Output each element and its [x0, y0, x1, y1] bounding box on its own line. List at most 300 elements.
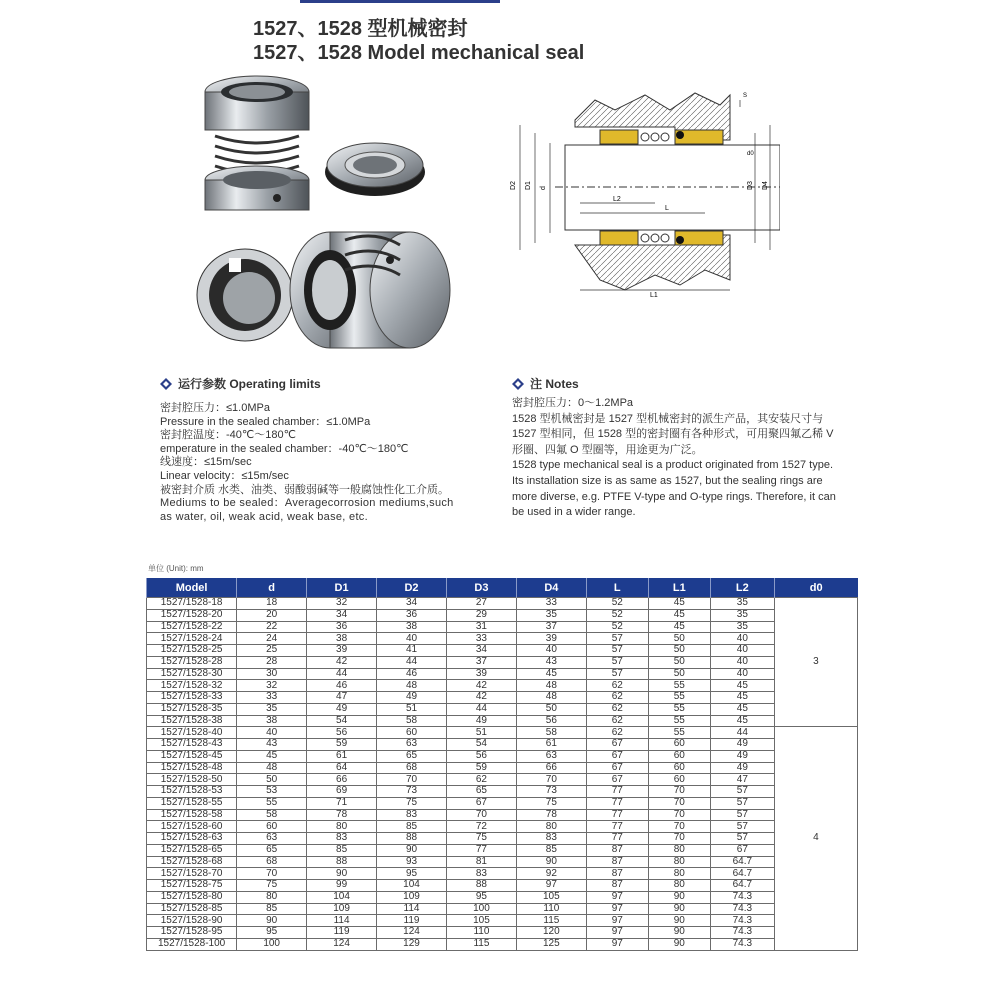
- table-cell: 1527/1528-68: [147, 856, 237, 868]
- col-header: Model: [147, 578, 237, 598]
- table-cell: 105: [516, 891, 586, 903]
- table-cell: 67: [586, 774, 648, 786]
- table-cell: 55: [648, 692, 710, 704]
- col-header: D1: [307, 578, 377, 598]
- table-cell: 38: [377, 621, 447, 633]
- note-line: 1528 type mechanical seal is a product originated from 1527 type. Its installation size is as same as 1527, but the sealing rings are more diverse, e.g. PTFE V-type and O-type rings. Therefore, it can be used in a wider range.: [512, 459, 836, 519]
- table-cell: 50: [648, 656, 710, 668]
- limit-line: emperature in the sealed chamber：-40℃～180℃: [160, 442, 409, 455]
- table-cell: 49: [446, 715, 516, 727]
- table-cell: 62: [586, 680, 648, 692]
- table-cell: 40: [710, 645, 774, 657]
- table-cell: 109: [307, 903, 377, 915]
- table-cell: 37: [516, 621, 586, 633]
- table-row: [147, 797, 858, 809]
- table-cell: 81: [446, 856, 516, 868]
- table-cell: 92: [516, 868, 586, 880]
- label-L2: L2: [613, 196, 621, 203]
- table-cell: 48: [377, 680, 447, 692]
- table-cell: 119: [307, 927, 377, 939]
- table-cell: 45: [710, 703, 774, 715]
- table-cell: 87: [586, 844, 648, 856]
- col-header: D4: [516, 578, 586, 598]
- table-cell: 70: [377, 774, 447, 786]
- table-cell: 31: [446, 621, 516, 633]
- table-cell: 45: [648, 598, 710, 610]
- table-cell: 28: [237, 656, 307, 668]
- table-cell: 78: [516, 809, 586, 821]
- operating-limits-text: [160, 402, 460, 524]
- header-rule: [300, 0, 500, 3]
- table-cell: 87: [586, 856, 648, 868]
- table-cell: 45: [710, 715, 774, 727]
- table-cell: 57: [586, 633, 648, 645]
- table-row: [147, 621, 858, 633]
- table-cell: 44: [377, 656, 447, 668]
- table-cell: 72: [446, 821, 516, 833]
- label-D2: D2: [510, 181, 517, 190]
- table-cell: 45: [237, 750, 307, 762]
- label-D4: D4: [762, 181, 769, 190]
- table-cell: 83: [377, 809, 447, 821]
- table-cell: 99: [307, 880, 377, 892]
- table-cell: 18: [237, 598, 307, 610]
- table-row: [147, 598, 858, 610]
- table-cell: 57: [710, 797, 774, 809]
- table-cell: 1527/1528-25: [147, 645, 237, 657]
- table-cell: 67: [710, 844, 774, 856]
- table-cell: 45: [648, 621, 710, 633]
- table-cell: 90: [377, 844, 447, 856]
- table-cell: 85: [237, 903, 307, 915]
- table-cell: 63: [516, 750, 586, 762]
- table-row: [147, 821, 858, 833]
- table-cell: 52: [586, 598, 648, 610]
- table-cell: 1527/1528-30: [147, 668, 237, 680]
- table-cell: 62: [446, 774, 516, 786]
- table-cell: 115: [446, 938, 516, 950]
- table-cell: 50: [516, 703, 586, 715]
- table-cell: 97: [586, 891, 648, 903]
- table-cell: 32: [237, 680, 307, 692]
- table-cell: 40: [377, 633, 447, 645]
- table-cell: 40: [710, 668, 774, 680]
- table-cell: 100: [237, 938, 307, 950]
- table-cell: 59: [446, 762, 516, 774]
- table-cell: 48: [516, 680, 586, 692]
- table-row: [147, 633, 858, 645]
- table-cell: 25: [237, 645, 307, 657]
- table-cell: 1527/1528-22: [147, 621, 237, 633]
- table-cell: 60: [648, 774, 710, 786]
- table-cell: 75: [446, 833, 516, 845]
- table-cell: 68: [377, 762, 447, 774]
- table-cell: 66: [516, 762, 586, 774]
- table-cell: 53: [237, 786, 307, 798]
- table-cell: 77: [586, 833, 648, 845]
- table-cell: 75: [516, 797, 586, 809]
- table-cell: 60: [648, 750, 710, 762]
- table-cell: 105: [446, 915, 516, 927]
- col-header: L2: [710, 578, 774, 598]
- table-cell: 40: [237, 727, 307, 739]
- table-cell: 32: [307, 598, 377, 610]
- table-cell: 34: [307, 609, 377, 621]
- table-row: [147, 656, 858, 668]
- table-cell: 45: [648, 609, 710, 621]
- table-cell: 97: [586, 927, 648, 939]
- table-cell: 39: [446, 668, 516, 680]
- table-cell: 45: [710, 692, 774, 704]
- col-header: L1: [648, 578, 710, 598]
- table-cell: 52: [586, 609, 648, 621]
- table-cell: 1527/1528-53: [147, 786, 237, 798]
- table-cell: 95: [377, 868, 447, 880]
- table-cell: 90: [648, 891, 710, 903]
- table-cell: 77: [446, 844, 516, 856]
- table-cell: 27: [446, 598, 516, 610]
- table-cell: 51: [446, 727, 516, 739]
- table-row: [147, 692, 858, 704]
- table-cell: 88: [446, 880, 516, 892]
- table-cell: 104: [377, 880, 447, 892]
- table-cell: 35: [516, 609, 586, 621]
- table-cell: 70: [648, 821, 710, 833]
- table-cell: 36: [377, 609, 447, 621]
- operating-limits-heading-text: 运行参数 Operating limits: [178, 377, 321, 391]
- table-cell: 48: [237, 762, 307, 774]
- table-cell: 80: [237, 891, 307, 903]
- table-cell: 74.3: [710, 903, 774, 915]
- table-cell: 97: [586, 903, 648, 915]
- table-cell: 34: [377, 598, 447, 610]
- table-cell: 44: [307, 668, 377, 680]
- table-cell: 57: [710, 821, 774, 833]
- table-row: [147, 809, 858, 821]
- page-title-en: 1527、1528 Model mechanical seal: [253, 42, 585, 64]
- page-title-zh: 1527、1528 型机械密封: [253, 18, 468, 40]
- table-cell: 77: [586, 821, 648, 833]
- table-cell: 100: [446, 903, 516, 915]
- label-L1: L1: [650, 292, 658, 299]
- table-cell: 43: [516, 656, 586, 668]
- d0-group-cell: 4: [774, 727, 857, 950]
- table-cell: 1527/1528-95: [147, 927, 237, 939]
- table-cell: 54: [307, 715, 377, 727]
- table-cell: 1527/1528-35: [147, 703, 237, 715]
- table-row: [147, 762, 858, 774]
- table-cell: 59: [307, 739, 377, 751]
- table-cell: 1527/1528-24: [147, 633, 237, 645]
- table-row: [147, 774, 858, 786]
- table-cell: 90: [648, 915, 710, 927]
- table-cell: 49: [710, 750, 774, 762]
- table-cell: 45: [516, 668, 586, 680]
- table-cell: 70: [516, 774, 586, 786]
- table-cell: 74.3: [710, 927, 774, 939]
- table-cell: 29: [446, 609, 516, 621]
- table-cell: 70: [648, 797, 710, 809]
- table-cell: 1527/1528-48: [147, 762, 237, 774]
- spec-table-body: [147, 598, 858, 951]
- col-header: L: [586, 578, 648, 598]
- table-cell: 75: [377, 797, 447, 809]
- table-cell: 90: [648, 938, 710, 950]
- table-cell: 69: [307, 786, 377, 798]
- table-cell: 1527/1528-43: [147, 739, 237, 751]
- table-cell: 60: [377, 727, 447, 739]
- table-cell: 49: [710, 739, 774, 751]
- table-row: [147, 927, 858, 939]
- table-cell: 73: [377, 786, 447, 798]
- table-row: [147, 833, 858, 845]
- table-cell: 1527/1528-20: [147, 609, 237, 621]
- table-cell: 33: [446, 633, 516, 645]
- table-cell: 1527/1528-85: [147, 903, 237, 915]
- table-cell: 1527/1528-75: [147, 880, 237, 892]
- table-cell: 24: [237, 633, 307, 645]
- col-header: d: [237, 578, 307, 598]
- table-cell: 78: [307, 809, 377, 821]
- table-cell: 1527/1528-28: [147, 656, 237, 668]
- table-cell: 67: [586, 762, 648, 774]
- table-cell: 67: [586, 750, 648, 762]
- table-cell: 61: [516, 739, 586, 751]
- label-d: d: [540, 186, 547, 190]
- table-cell: 62: [586, 703, 648, 715]
- table-cell: 110: [516, 903, 586, 915]
- table-cell: 44: [710, 727, 774, 739]
- table-row: [147, 938, 858, 950]
- table-cell: 57: [710, 809, 774, 821]
- col-header: D2: [377, 578, 447, 598]
- table-cell: 55: [648, 703, 710, 715]
- table-cell: 63: [237, 833, 307, 845]
- label-D3: D3: [747, 181, 754, 190]
- table-cell: 41: [377, 645, 447, 657]
- table-cell: 70: [648, 786, 710, 798]
- table-row: [147, 609, 858, 621]
- table-cell: 55: [648, 715, 710, 727]
- limit-line: Linear velocity：≤15m/sec: [160, 469, 289, 482]
- table-cell: 57: [586, 645, 648, 657]
- table-cell: 35: [237, 703, 307, 715]
- table-cell: 57: [710, 833, 774, 845]
- table-cell: 65: [237, 844, 307, 856]
- table-cell: 83: [446, 868, 516, 880]
- table-row: [147, 903, 858, 915]
- table-cell: 33: [516, 598, 586, 610]
- table-cell: 124: [307, 938, 377, 950]
- table-cell: 33: [237, 692, 307, 704]
- table-cell: 74.3: [710, 938, 774, 950]
- table-cell: 47: [710, 774, 774, 786]
- table-cell: 97: [516, 880, 586, 892]
- table-cell: 1527/1528-45: [147, 750, 237, 762]
- table-cell: 55: [237, 797, 307, 809]
- table-row: [147, 739, 858, 751]
- table-cell: 1527/1528-55: [147, 797, 237, 809]
- table-cell: 80: [648, 868, 710, 880]
- table-cell: 57: [586, 668, 648, 680]
- table-cell: 50: [648, 645, 710, 657]
- table-cell: 42: [446, 692, 516, 704]
- table-cell: 90: [516, 856, 586, 868]
- table-cell: 42: [446, 680, 516, 692]
- table-cell: 1527/1528-60: [147, 821, 237, 833]
- table-cell: 1527/1528-38: [147, 715, 237, 727]
- table-cell: 51: [377, 703, 447, 715]
- table-cell: 35: [710, 609, 774, 621]
- note-line: 密封腔压力：0～1.2MPa: [512, 397, 634, 409]
- table-cell: 97: [586, 915, 648, 927]
- limit-line: 线速度：≤15m/sec: [160, 456, 252, 469]
- table-cell: 67: [446, 797, 516, 809]
- diamond-bullet-icon: [512, 378, 524, 390]
- table-row: [147, 645, 858, 657]
- table-cell: 35: [710, 621, 774, 633]
- table-cell: 1527/1528-90: [147, 915, 237, 927]
- table-cell: 87: [586, 868, 648, 880]
- table-cell: 22: [237, 621, 307, 633]
- table-cell: 55: [648, 727, 710, 739]
- table-cell: 77: [586, 809, 648, 821]
- table-cell: 50: [648, 633, 710, 645]
- table-cell: 62: [586, 692, 648, 704]
- table-cell: 125: [516, 938, 586, 950]
- spec-table: [146, 578, 858, 951]
- table-cell: 1527/1528-63: [147, 833, 237, 845]
- table-cell: 49: [307, 703, 377, 715]
- table-cell: 97: [586, 938, 648, 950]
- table-cell: 90: [648, 903, 710, 915]
- table-cell: 60: [237, 821, 307, 833]
- table-row: [147, 844, 858, 856]
- note-line: 1528 型机械密封是 1527 型机械密封的派生产品，其安装尺寸与 1527 型相同，但 1528 型的密封圈有各种形式，可用聚四氟乙稀 V 形圈、四氟 O 型圈等，用途更为广泛。: [512, 412, 834, 456]
- d0-group-cell: 3: [774, 598, 857, 727]
- table-cell: 50: [237, 774, 307, 786]
- notes-heading: [512, 375, 579, 392]
- table-cell: 85: [377, 821, 447, 833]
- table-cell: 45: [710, 680, 774, 692]
- col-header: D3: [446, 578, 516, 598]
- table-cell: 60: [648, 739, 710, 751]
- table-cell: 57: [586, 656, 648, 668]
- table-cell: 114: [377, 903, 447, 915]
- limit-line: 密封腔压力：≤1.0MPa: [160, 402, 270, 414]
- limit-line: 被密封介质 水类、油类、弱酸弱碱等一般腐蚀性化工介质。: [160, 483, 450, 496]
- table-cell: 114: [307, 915, 377, 927]
- seal-product-photo: [185, 70, 475, 360]
- table-cell: 80: [307, 821, 377, 833]
- table-cell: 62: [586, 727, 648, 739]
- table-cell: 85: [307, 844, 377, 856]
- table-cell: 42: [307, 656, 377, 668]
- table-cell: 1527/1528-80: [147, 891, 237, 903]
- seal-cross-section-drawing: [505, 85, 780, 310]
- table-cell: 85: [516, 844, 586, 856]
- table-cell: 1527/1528-65: [147, 844, 237, 856]
- table-cell: 95: [446, 891, 516, 903]
- table-cell: 80: [648, 844, 710, 856]
- table-cell: 1527/1528-18: [147, 598, 237, 610]
- operating-limits-heading: [160, 375, 321, 392]
- label-D1: D1: [525, 181, 532, 190]
- table-row: [147, 715, 858, 727]
- table-cell: 70: [648, 833, 710, 845]
- limit-line: Mediums to be sealed：Averagecorrosion mediums,such as water, oil, weak acid, weak base, etc.: [160, 497, 454, 523]
- table-cell: 120: [516, 927, 586, 939]
- table-cell: 1527/1528-70: [147, 868, 237, 880]
- table-cell: 46: [307, 680, 377, 692]
- table-cell: 40: [710, 633, 774, 645]
- table-cell: 65: [377, 750, 447, 762]
- table-row: [147, 880, 858, 892]
- table-cell: 80: [516, 821, 586, 833]
- notes-heading-text: 注 Notes: [530, 377, 579, 391]
- table-cell: 56: [516, 715, 586, 727]
- table-cell: 88: [377, 833, 447, 845]
- table-cell: 80: [648, 856, 710, 868]
- notes-text: [512, 396, 842, 521]
- label-d0: d0: [747, 151, 754, 157]
- table-cell: 34: [446, 645, 516, 657]
- table-cell: 38: [307, 633, 377, 645]
- limit-line: Pressure in the sealed chamber：≤1.0MPa: [160, 415, 371, 428]
- table-cell: 90: [307, 868, 377, 880]
- table-cell: 1527/1528-40: [147, 727, 237, 739]
- table-cell: 71: [307, 797, 377, 809]
- table-cell: 104: [307, 891, 377, 903]
- table-cell: 109: [377, 891, 447, 903]
- table-cell: 44: [446, 703, 516, 715]
- table-cell: 64.7: [710, 880, 774, 892]
- col-header: d0: [774, 578, 857, 598]
- table-cell: 40: [710, 656, 774, 668]
- table-cell: 88: [307, 856, 377, 868]
- table-cell: 56: [307, 727, 377, 739]
- limit-line: 密封腔温度：-40℃～180℃: [160, 429, 296, 442]
- table-row: [147, 786, 858, 798]
- table-cell: 1527/1528-33: [147, 692, 237, 704]
- table-cell: 61: [307, 750, 377, 762]
- table-cell: 110: [446, 927, 516, 939]
- table-cell: 54: [446, 739, 516, 751]
- table-cell: 49: [710, 762, 774, 774]
- table-cell: 60: [648, 762, 710, 774]
- table-cell: 1527/1528-32: [147, 680, 237, 692]
- table-cell: 119: [377, 915, 447, 927]
- table-cell: 66: [307, 774, 377, 786]
- diamond-bullet-icon: [160, 378, 172, 390]
- table-row: [147, 915, 858, 927]
- table-cell: 35: [710, 598, 774, 610]
- table-cell: 70: [648, 809, 710, 821]
- table-cell: 58: [237, 809, 307, 821]
- table-cell: 63: [377, 739, 447, 751]
- table-cell: 56: [446, 750, 516, 762]
- label-L: L: [665, 205, 669, 212]
- table-cell: 39: [307, 645, 377, 657]
- table-cell: 47: [307, 692, 377, 704]
- table-cell: 57: [710, 786, 774, 798]
- table-cell: 95: [237, 927, 307, 939]
- table-cell: 20: [237, 609, 307, 621]
- table-cell: 64: [307, 762, 377, 774]
- table-cell: 1527/1528-58: [147, 809, 237, 821]
- table-cell: 49: [377, 692, 447, 704]
- table-cell: 39: [516, 633, 586, 645]
